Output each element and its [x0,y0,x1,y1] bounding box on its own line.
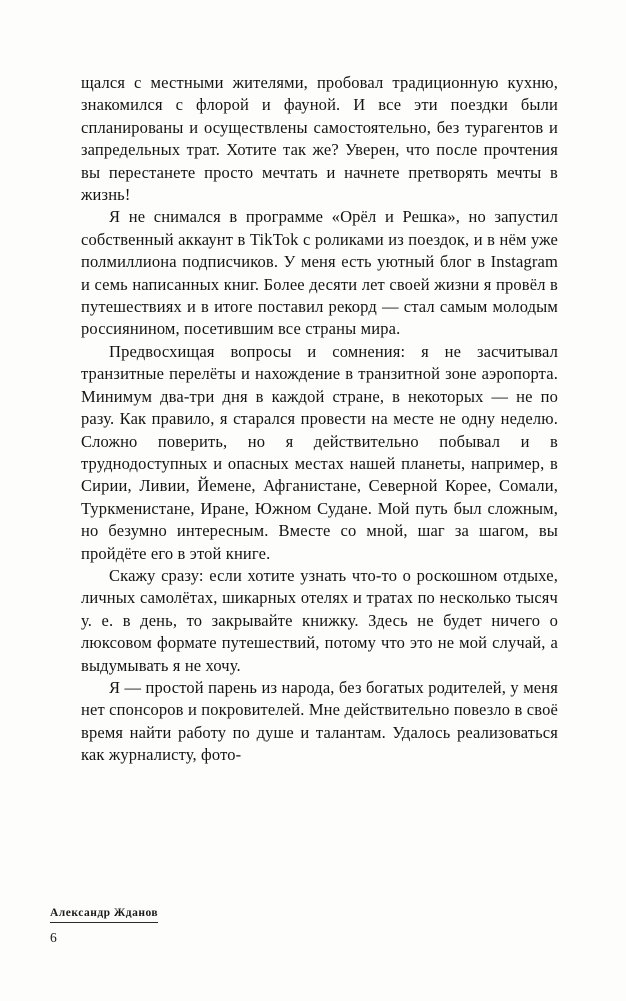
paragraph: щался с местными жителями, пробовал традиционную кухню, знакомился с флорой и фауной. И все эти поездки были спланированы и осуществлены самостоятельно, без турагентов и запредельных трат. Хотите так же? Уверен, что после прочтения вы перестанете просто мечтать и начнете претворять мечты в жизнь! [81,73,558,205]
page-number: 6 [50,930,57,945]
paragraph: Я — простой парень из народа, без богатых родителей, у меня нет спонсоров и покровителей. Мне действительно повезло в своё время найти работу по душе и талантам. Удалось реализоваться как журналисту, фото- [81,677,558,765]
paragraph: Я не снимался в программе «Орёл и Решка», но запустил собственный аккаунт в TikTok с роликами из поездок, и в нём уже полмиллиона подписчиков. У меня есть уютный блог в Instagram и семь написанных книг. Более десяти лет своей жизни я провёл в путешествиях и в итоге поставил рекорд — стал самым молодым россиянином, посетившим все страны мира. [81,207,558,339]
page-content [81,72,558,767]
paragraph: Предвосхищая вопросы и сомнения: я не засчитывал транзитные перелёты и нахождение в транзитной зоне аэропорта. Минимум два-три дня в каждой стране, в некоторых — не по разу. Как правило, я старался провести на месте не одну неделю. Сложно поверить, но я действительно побывал и в труднодоступных и опасных местах нашей планеты, например, в Сирии, Ливии, Йемене, Афганистане, Северной Корее, Сомали, Туркменистане, Иране, Южном Судане. Мой путь был сложным, но безумно интересным. Вместе со мной, шаг за шагом, вы пройдёте его в этой книге. [81,341,558,563]
running-author: Александр Жданов [50,907,158,923]
page-footer [50,903,158,946]
paragraph: Скажу сразу: если хотите узнать что-то о роскошном отдыхе, личных самолётах, шикарных отелях и тратах по несколько тысяч у. е. в день, то закрывайте книжку. Здесь не будет ничего о люксовом формате путешествий, потому что это не мой случай, а выдумывать я не хочу. [81,565,558,675]
